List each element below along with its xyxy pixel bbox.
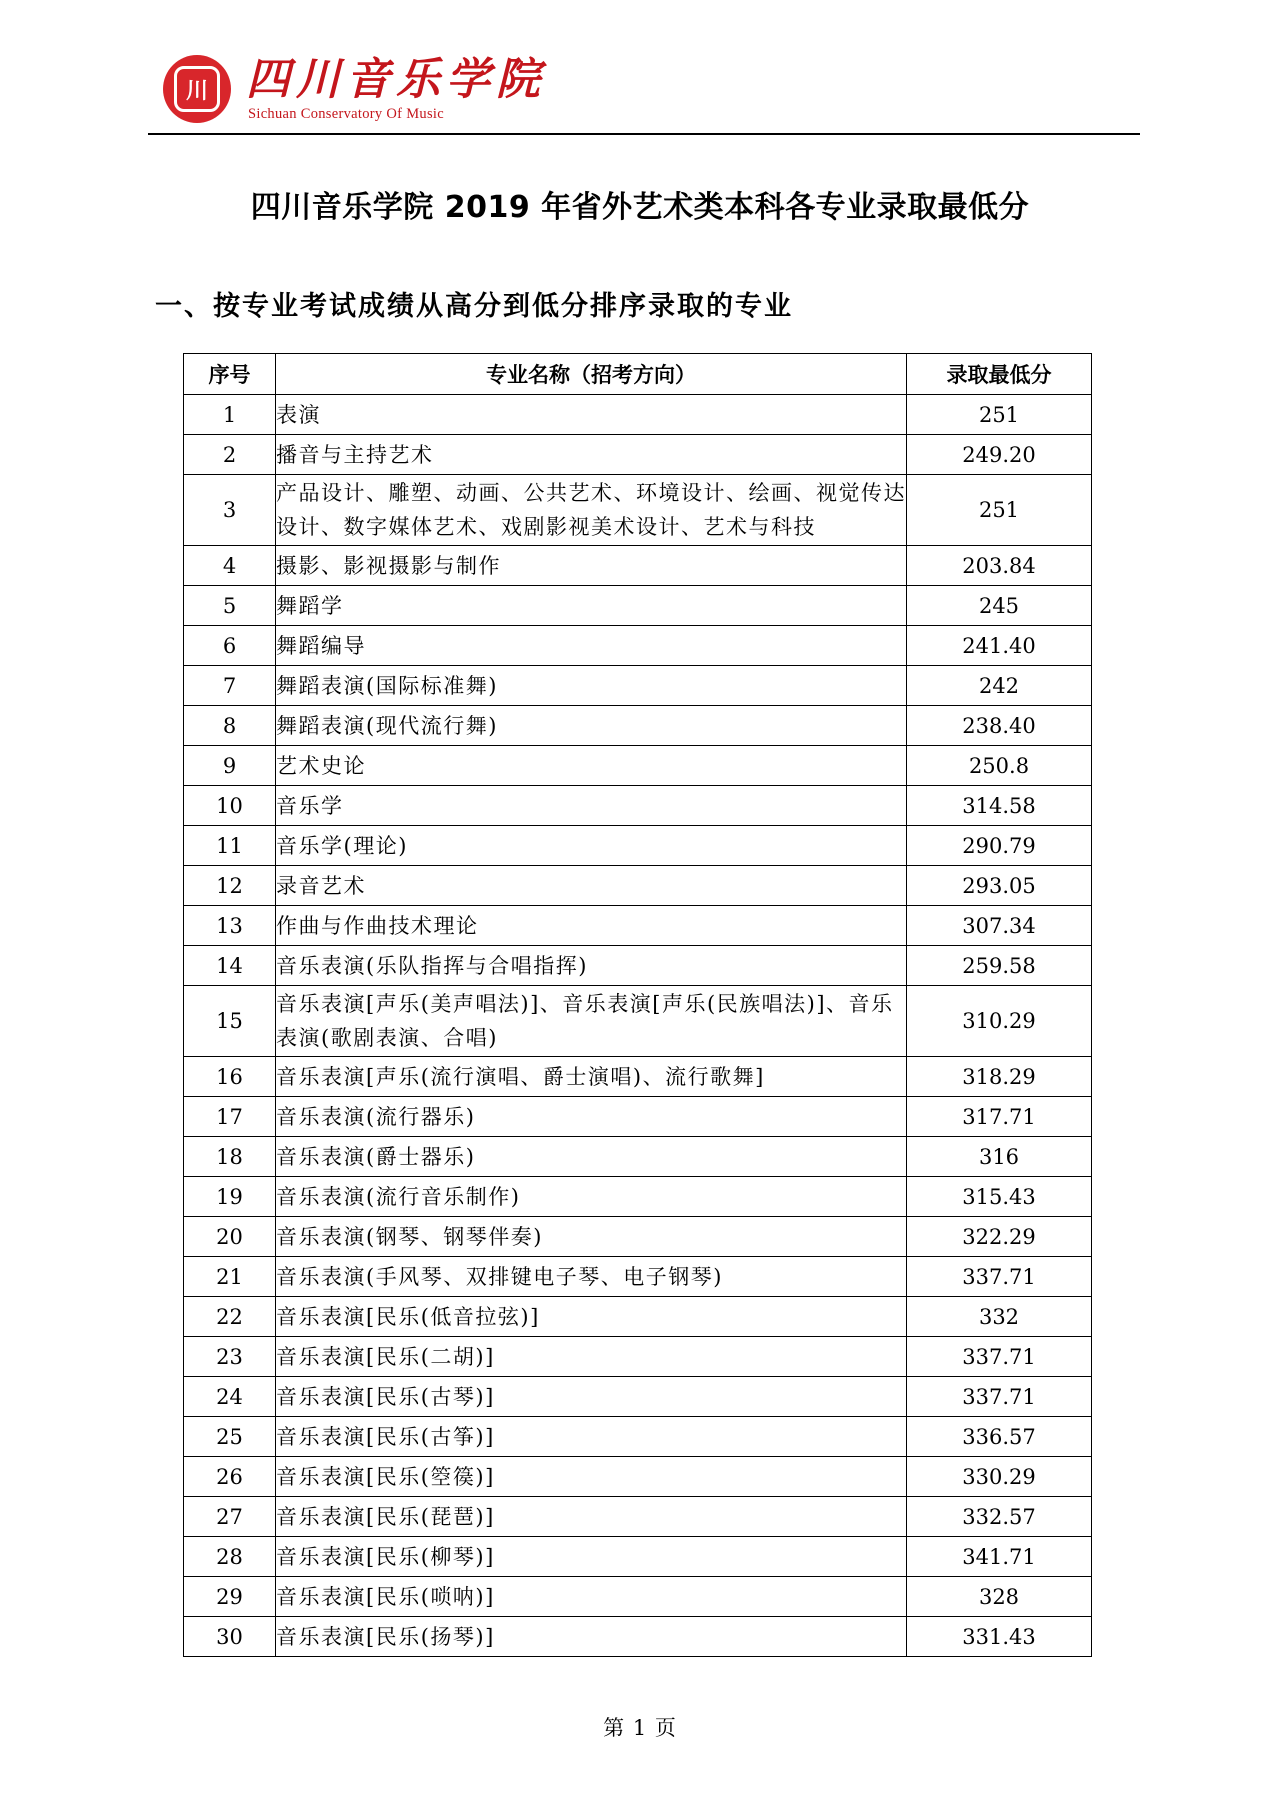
major-name-cell: 音乐表演(爵士器乐) [276,1137,907,1177]
min-score-cell: 336.57 [907,1417,1092,1457]
major-name-cell: 表演 [276,395,907,435]
min-score-cell: 314.58 [907,786,1092,826]
row-number-cell: 6 [184,626,276,666]
major-name-cell: 音乐表演[民乐(古琴)] [276,1377,907,1417]
min-score-cell: 290.79 [907,826,1092,866]
table-row [184,395,1092,435]
min-score-cell: 249.20 [907,435,1092,475]
min-score-cell: 341.71 [907,1537,1092,1577]
min-score-cell: 332.57 [907,1497,1092,1537]
row-number-cell: 7 [184,666,276,706]
min-score-cell: 251 [907,395,1092,435]
row-number-cell: 28 [184,1537,276,1577]
brand-name-cn: 四川音乐学院 [246,54,546,105]
major-name-cell: 舞蹈表演(现代流行舞) [276,706,907,746]
major-name-cell: 艺术史论 [276,746,907,786]
school-seal-logo [163,55,231,123]
major-name-cell: 音乐表演[民乐(二胡)] [276,1337,907,1377]
section-title: 一、按专业考试成绩从高分到低分排序录取的专业 [155,291,793,322]
min-score-cell: 310.29 [907,986,1092,1057]
min-score-cell: 332 [907,1297,1092,1337]
row-number-cell: 16 [184,1057,276,1097]
row-number-cell: 21 [184,1257,276,1297]
table-row [184,746,1092,786]
major-name-cell: 作曲与作曲技术理论 [276,906,907,946]
table-row [184,626,1092,666]
table-row [184,1417,1092,1457]
min-score-cell: 318.29 [907,1057,1092,1097]
page-header [152,48,1137,134]
column-header-no: 序号 [184,354,276,395]
row-number-cell: 12 [184,866,276,906]
min-score-cell: 203.84 [907,546,1092,586]
admission-score-table [183,353,1092,1657]
document-title: 四川音乐学院 2019 年省外艺术类本科各专业录取最低分 [250,190,1030,225]
major-name-cell: 音乐表演(钢琴、钢琴伴奏) [276,1217,907,1257]
seal-glyph: 川 [174,66,220,112]
major-name-cell: 音乐表演[民乐(琵琶)] [276,1497,907,1537]
row-number-cell: 11 [184,826,276,866]
min-score-cell: 251 [907,475,1092,546]
major-name-cell: 舞蹈编导 [276,626,907,666]
major-name-cell: 音乐表演[民乐(箜篌)] [276,1457,907,1497]
table-row [184,1217,1092,1257]
table-row [184,1057,1092,1097]
column-header-score: 录取最低分 [907,354,1092,395]
table-row [184,1337,1092,1377]
min-score-cell: 259.58 [907,946,1092,986]
min-score-cell: 331.43 [907,1617,1092,1657]
table-row [184,1137,1092,1177]
row-number-cell: 25 [184,1417,276,1457]
min-score-cell: 317.71 [907,1097,1092,1137]
row-number-cell: 4 [184,546,276,586]
table-row [184,1577,1092,1617]
row-number-cell: 1 [184,395,276,435]
table-row [184,706,1092,746]
major-name-cell: 舞蹈学 [276,586,907,626]
major-name-cell: 摄影、影视摄影与制作 [276,546,907,586]
table-row [184,1297,1092,1337]
row-number-cell: 13 [184,906,276,946]
row-number-cell: 20 [184,1217,276,1257]
min-score-cell: 238.40 [907,706,1092,746]
min-score-cell: 322.29 [907,1217,1092,1257]
table-row [184,1457,1092,1497]
table-row [184,826,1092,866]
min-score-cell: 315.43 [907,1177,1092,1217]
table-row [184,1377,1092,1417]
major-name-cell: 舞蹈表演(国际标准舞) [276,666,907,706]
table-row [184,666,1092,706]
column-header-major: 专业名称（招考方向） [276,354,907,395]
min-score-cell: 337.71 [907,1257,1092,1297]
row-number-cell: 22 [184,1297,276,1337]
row-number-cell: 9 [184,746,276,786]
min-score-cell: 330.29 [907,1457,1092,1497]
row-number-cell: 15 [184,986,276,1057]
major-name-cell: 音乐表演[民乐(柳琴)] [276,1537,907,1577]
min-score-cell: 316 [907,1137,1092,1177]
table-row [184,1257,1092,1297]
row-number-cell: 14 [184,946,276,986]
major-name-cell: 音乐表演[民乐(扬琴)] [276,1617,907,1657]
table-row [184,546,1092,586]
row-number-cell: 29 [184,1577,276,1617]
table-row [184,586,1092,626]
table-row [184,1537,1092,1577]
major-name-cell: 音乐学 [276,786,907,826]
table-row [184,1617,1092,1657]
major-name-cell: 音乐表演[民乐(唢呐)] [276,1577,907,1617]
min-score-cell: 337.71 [907,1377,1092,1417]
table-row [184,1497,1092,1537]
major-name-cell: 音乐表演(流行音乐制作) [276,1177,907,1217]
major-name-cell: 音乐表演[声乐(美声唱法)]、音乐表演[声乐(民族唱法)]、音乐表演(歌剧表演、合唱) [276,986,907,1057]
major-name-cell: 音乐表演(流行器乐) [276,1097,907,1137]
min-score-cell: 250.8 [907,746,1092,786]
major-name-cell: 音乐表演(手风琴、双排键电子琴、电子钢琴) [276,1257,907,1297]
row-number-cell: 23 [184,1337,276,1377]
page-number: 第 1 页 [603,1716,677,1740]
row-number-cell: 10 [184,786,276,826]
row-number-cell: 5 [184,586,276,626]
brand-name-en: Sichuan Conservatory Of Music [248,106,444,122]
table-row [184,786,1092,826]
table-row [184,1097,1092,1137]
min-score-cell: 337.71 [907,1337,1092,1377]
row-number-cell: 2 [184,435,276,475]
min-score-cell: 307.34 [907,906,1092,946]
table-row [184,946,1092,986]
row-number-cell: 8 [184,706,276,746]
row-number-cell: 19 [184,1177,276,1217]
min-score-cell: 242 [907,666,1092,706]
major-name-cell: 音乐表演[民乐(古筝)] [276,1417,907,1457]
row-number-cell: 24 [184,1377,276,1417]
major-name-cell: 录音艺术 [276,866,907,906]
table-row [184,986,1092,1057]
min-score-cell: 328 [907,1577,1092,1617]
row-number-cell: 18 [184,1137,276,1177]
header-divider [148,133,1140,135]
major-name-cell: 音乐表演[声乐(流行演唱、爵士演唱)、流行歌舞] [276,1057,907,1097]
row-number-cell: 17 [184,1097,276,1137]
table-row [184,866,1092,906]
major-name-cell: 音乐表演[民乐(低音拉弦)] [276,1297,907,1337]
major-name-cell: 产品设计、雕塑、动画、公共艺术、环境设计、绘画、视觉传达设计、数字媒体艺术、戏剧影视美术设计、艺术与科技 [276,475,907,546]
table-row [184,906,1092,946]
table-body [184,395,1092,1657]
major-name-cell: 音乐表演(乐队指挥与合唱指挥) [276,946,907,986]
row-number-cell: 3 [184,475,276,546]
table-row [184,1177,1092,1217]
row-number-cell: 26 [184,1457,276,1497]
table-row [184,475,1092,546]
row-number-cell: 30 [184,1617,276,1657]
major-name-cell: 播音与主持艺术 [276,435,907,475]
table-row [184,435,1092,475]
min-score-cell: 293.05 [907,866,1092,906]
major-name-cell: 音乐学(理论) [276,826,907,866]
min-score-cell: 241.40 [907,626,1092,666]
table-header-row [184,354,1092,395]
row-number-cell: 27 [184,1497,276,1537]
min-score-cell: 245 [907,586,1092,626]
